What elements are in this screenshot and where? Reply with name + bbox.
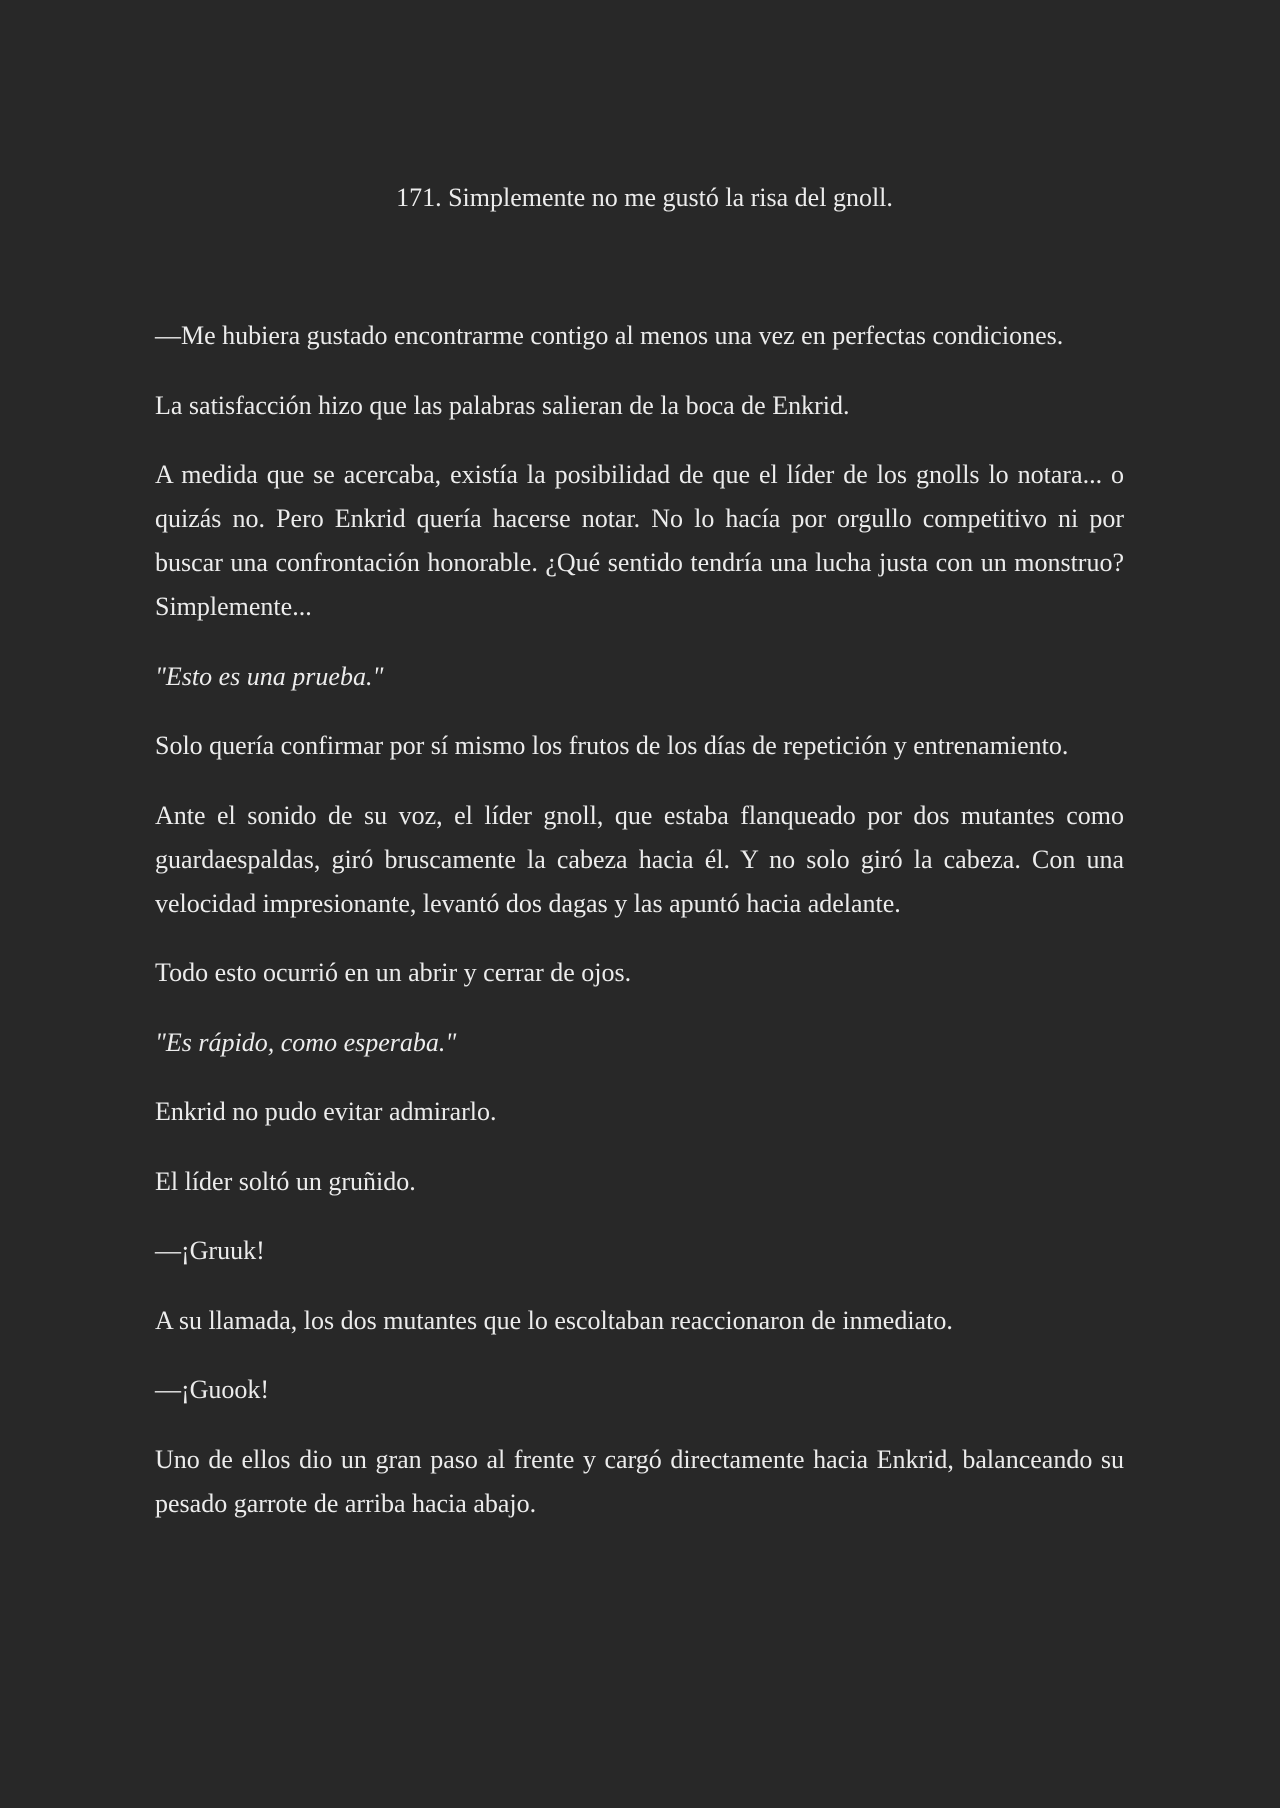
paragraph: Solo quería confirmar por sí mismo los frutos de los días de repetición y entrenamiento. bbox=[155, 731, 1069, 760]
paragraph: El líder soltó un gruñido. bbox=[155, 1166, 416, 1196]
paragraph: La satisfacción hizo que las palabras salieran de la boca de Enkrid. bbox=[155, 390, 850, 420]
paragraph: —Me hubiera gustado encontrarme contigo al menos una vez en perfectas condiciones. bbox=[155, 321, 1064, 350]
thought-paragraph: "Es rápido, como esperaba." bbox=[155, 1027, 457, 1057]
paragraph: Ante el sonido de su voz, el líder gnoll, que estaba flanqueado por dos mutantes como guardaespaldas, giró bruscamente la cabeza hacia él. Y no solo giró la cabeza. Con una velocidad impresionante, levantó dos dagas y las apuntó hacia adelante. bbox=[155, 800, 1124, 918]
paragraph: Todo esto ocurrió en un abrir y cerrar de ojos. bbox=[155, 958, 632, 987]
chapter-title: 171. Simplemente no me gustó la risa del gnoll. bbox=[396, 183, 893, 212]
thought-paragraph: "Esto es una prueba." bbox=[155, 661, 384, 691]
paragraph: —¡Guook! bbox=[155, 1375, 270, 1404]
paragraph: Uno de ellos dio un gran paso al frente y cargó directamente hacia Enkrid, balanceando su pesado garrote de arriba hacia abajo. bbox=[155, 1444, 1124, 1518]
paragraph: Enkrid no pudo evitar admirarlo. bbox=[155, 1097, 497, 1126]
paragraph: A medida que se acercaba, existía la posibilidad de que el líder de los gnolls lo notara... o quizás no. Pero Enkrid quería hacerse notar. No lo hacía por orgullo competitivo ni por buscar una confrontación honorable. ¿Qué sentido tendría una lucha justa con un monstruo? Simplemente... bbox=[155, 460, 1124, 621]
paragraph: A su llamada, los dos mutantes que lo escoltaban reaccionaron de inmediato. bbox=[155, 1305, 953, 1335]
chapter-content bbox=[155, 314, 1124, 1526]
paragraph: —¡Gruuk! bbox=[155, 1236, 265, 1265]
